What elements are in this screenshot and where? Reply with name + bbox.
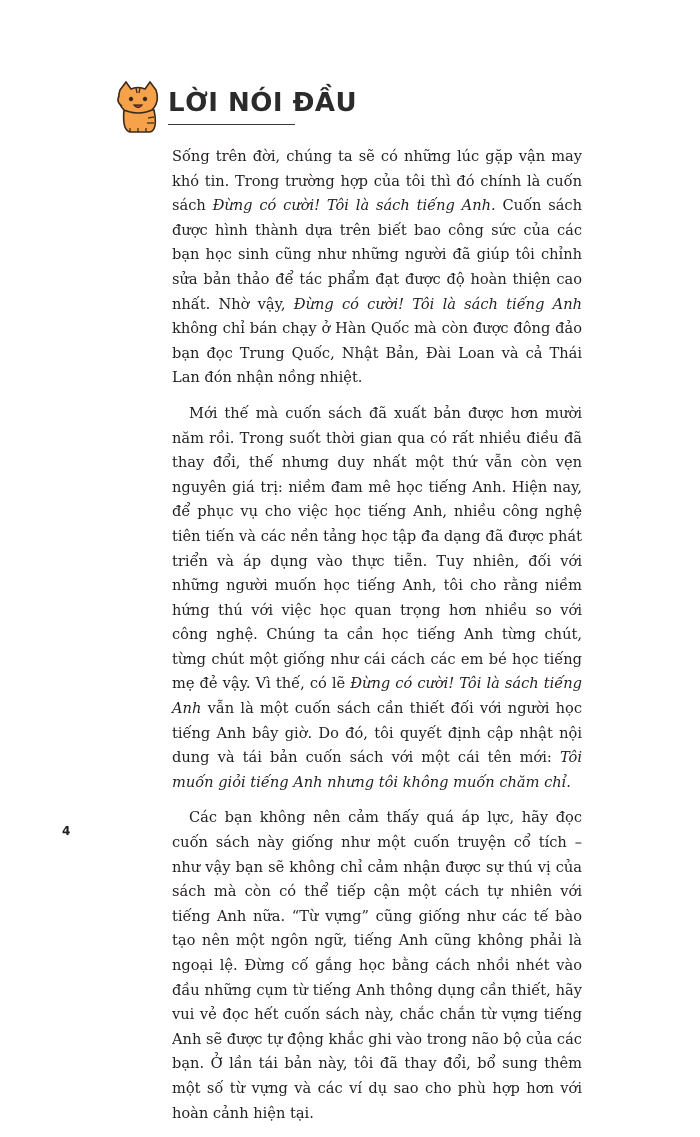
paragraph-3 (172, 806, 582, 1126)
title-underline (168, 124, 295, 125)
paragraph-1 (172, 145, 582, 391)
text-run: Mới thế mà cuốn sách đã xuất bản được hơn mười năm rồi. Trong suốt thời gian qua có rất nhiều điều đã thay đổi, thế nhưng duy nhất một thứ vẫn còn vẹn nguyên giá trị: niềm đam mê học tiếng Anh. Hiện nay, để phục vụ cho việc học tiếng Anh, nhiều công nghệ tiên tiến và các nền tảng học tập đa dạng đã được phát triển và áp dụng vào thực tiễn. Tuy nhiên, đối với những người muốn học tiếng Anh, tôi cho rằng niềm hứng thú với việc học quan trọng hơn nhiều so với công nghệ. Chúng ta cần học tiếng Anh từng chút, từng chút một giống như cái cách các em bé học tiếng mẹ đẻ vậy. Vì thế, có lẽ (172, 404, 582, 693)
paragraph-2 (172, 402, 582, 796)
book-title-italic: Tôi muốn giỏi tiếng Anh nhưng tôi không muốn chăm chỉ. (172, 749, 582, 791)
cat-head (119, 82, 158, 113)
page-number: 4 (62, 824, 71, 838)
text-run: Cuốn sách được hình thành dựa trên biết bao công sức của các bạn học sinh cũng như những người đã giúp tôi chỉnh sửa bản thảo để tác phẩm đạt được độ hoàn thiện cao nhất. Nhờ vậy, (172, 197, 583, 313)
text-run: Sống trên đời, chúng ta sẽ có những lúc gặp vận may khó tin. Trong trường hợp của tôi thì đó chính là cuốn sách (172, 148, 582, 215)
cat-mascot-icon (116, 80, 160, 134)
book-title-italic: Đừng có cười! Tôi là sách tiếng Anh. (212, 197, 496, 215)
book-title-italic: Đừng có cười! Tôi là sách tiếng Anh (172, 675, 582, 718)
book-title-italic: Đừng có cười! Tôi là sách tiếng Anh (293, 295, 582, 313)
page-title: LỜI NÓI ĐẦU (168, 88, 358, 118)
text-run: vẫn là một cuốn sách cần thiết đối với người học tiếng Anh bây giờ. Do đó, tôi quyết định cập nhật nội dung và tái bản cuốn sách với một cái tên mới: (172, 700, 582, 767)
body-text (172, 145, 582, 1137)
text-run: Các bạn không nên cảm thấy quá áp lực, hãy đọc cuốn sách này giống như một cuốn truyện cổ tích – như vậy bạn sẽ không chỉ cảm nhận được sự thú vị của sách mà còn có thể tiếp cận một cách tự nhiên với tiếng Anh nữa. “Từ vựng” cũng giống như các tế bào tạo nên một ngôn ngữ, tiếng Anh cũng không phải là ngoại lệ. Đừng cố gắng học bằng cách nhồi nhét vào đầu những cụm từ tiếng Anh thông dụng cần thiết, hãy vui vẻ đọc hết cuốn sách này, chắc chắn từ vựng tiếng Anh sẽ được tự động khắc ghi vào trong não bộ của các bạn. Ở lần tái bản này, tôi đã thay đổi, bổ sung thêm một số từ vựng và các ví dụ sao cho phù hợp hơn với hoàn cảnh hiện tại. (172, 809, 582, 1122)
text-run: không chỉ bán chạy ở Hàn Quốc mà còn được đông đảo bạn đọc Trung Quốc, Nhật Bản, Đài Loan và cả Thái Lan đón nhận nồng nhiệt. (172, 320, 582, 387)
